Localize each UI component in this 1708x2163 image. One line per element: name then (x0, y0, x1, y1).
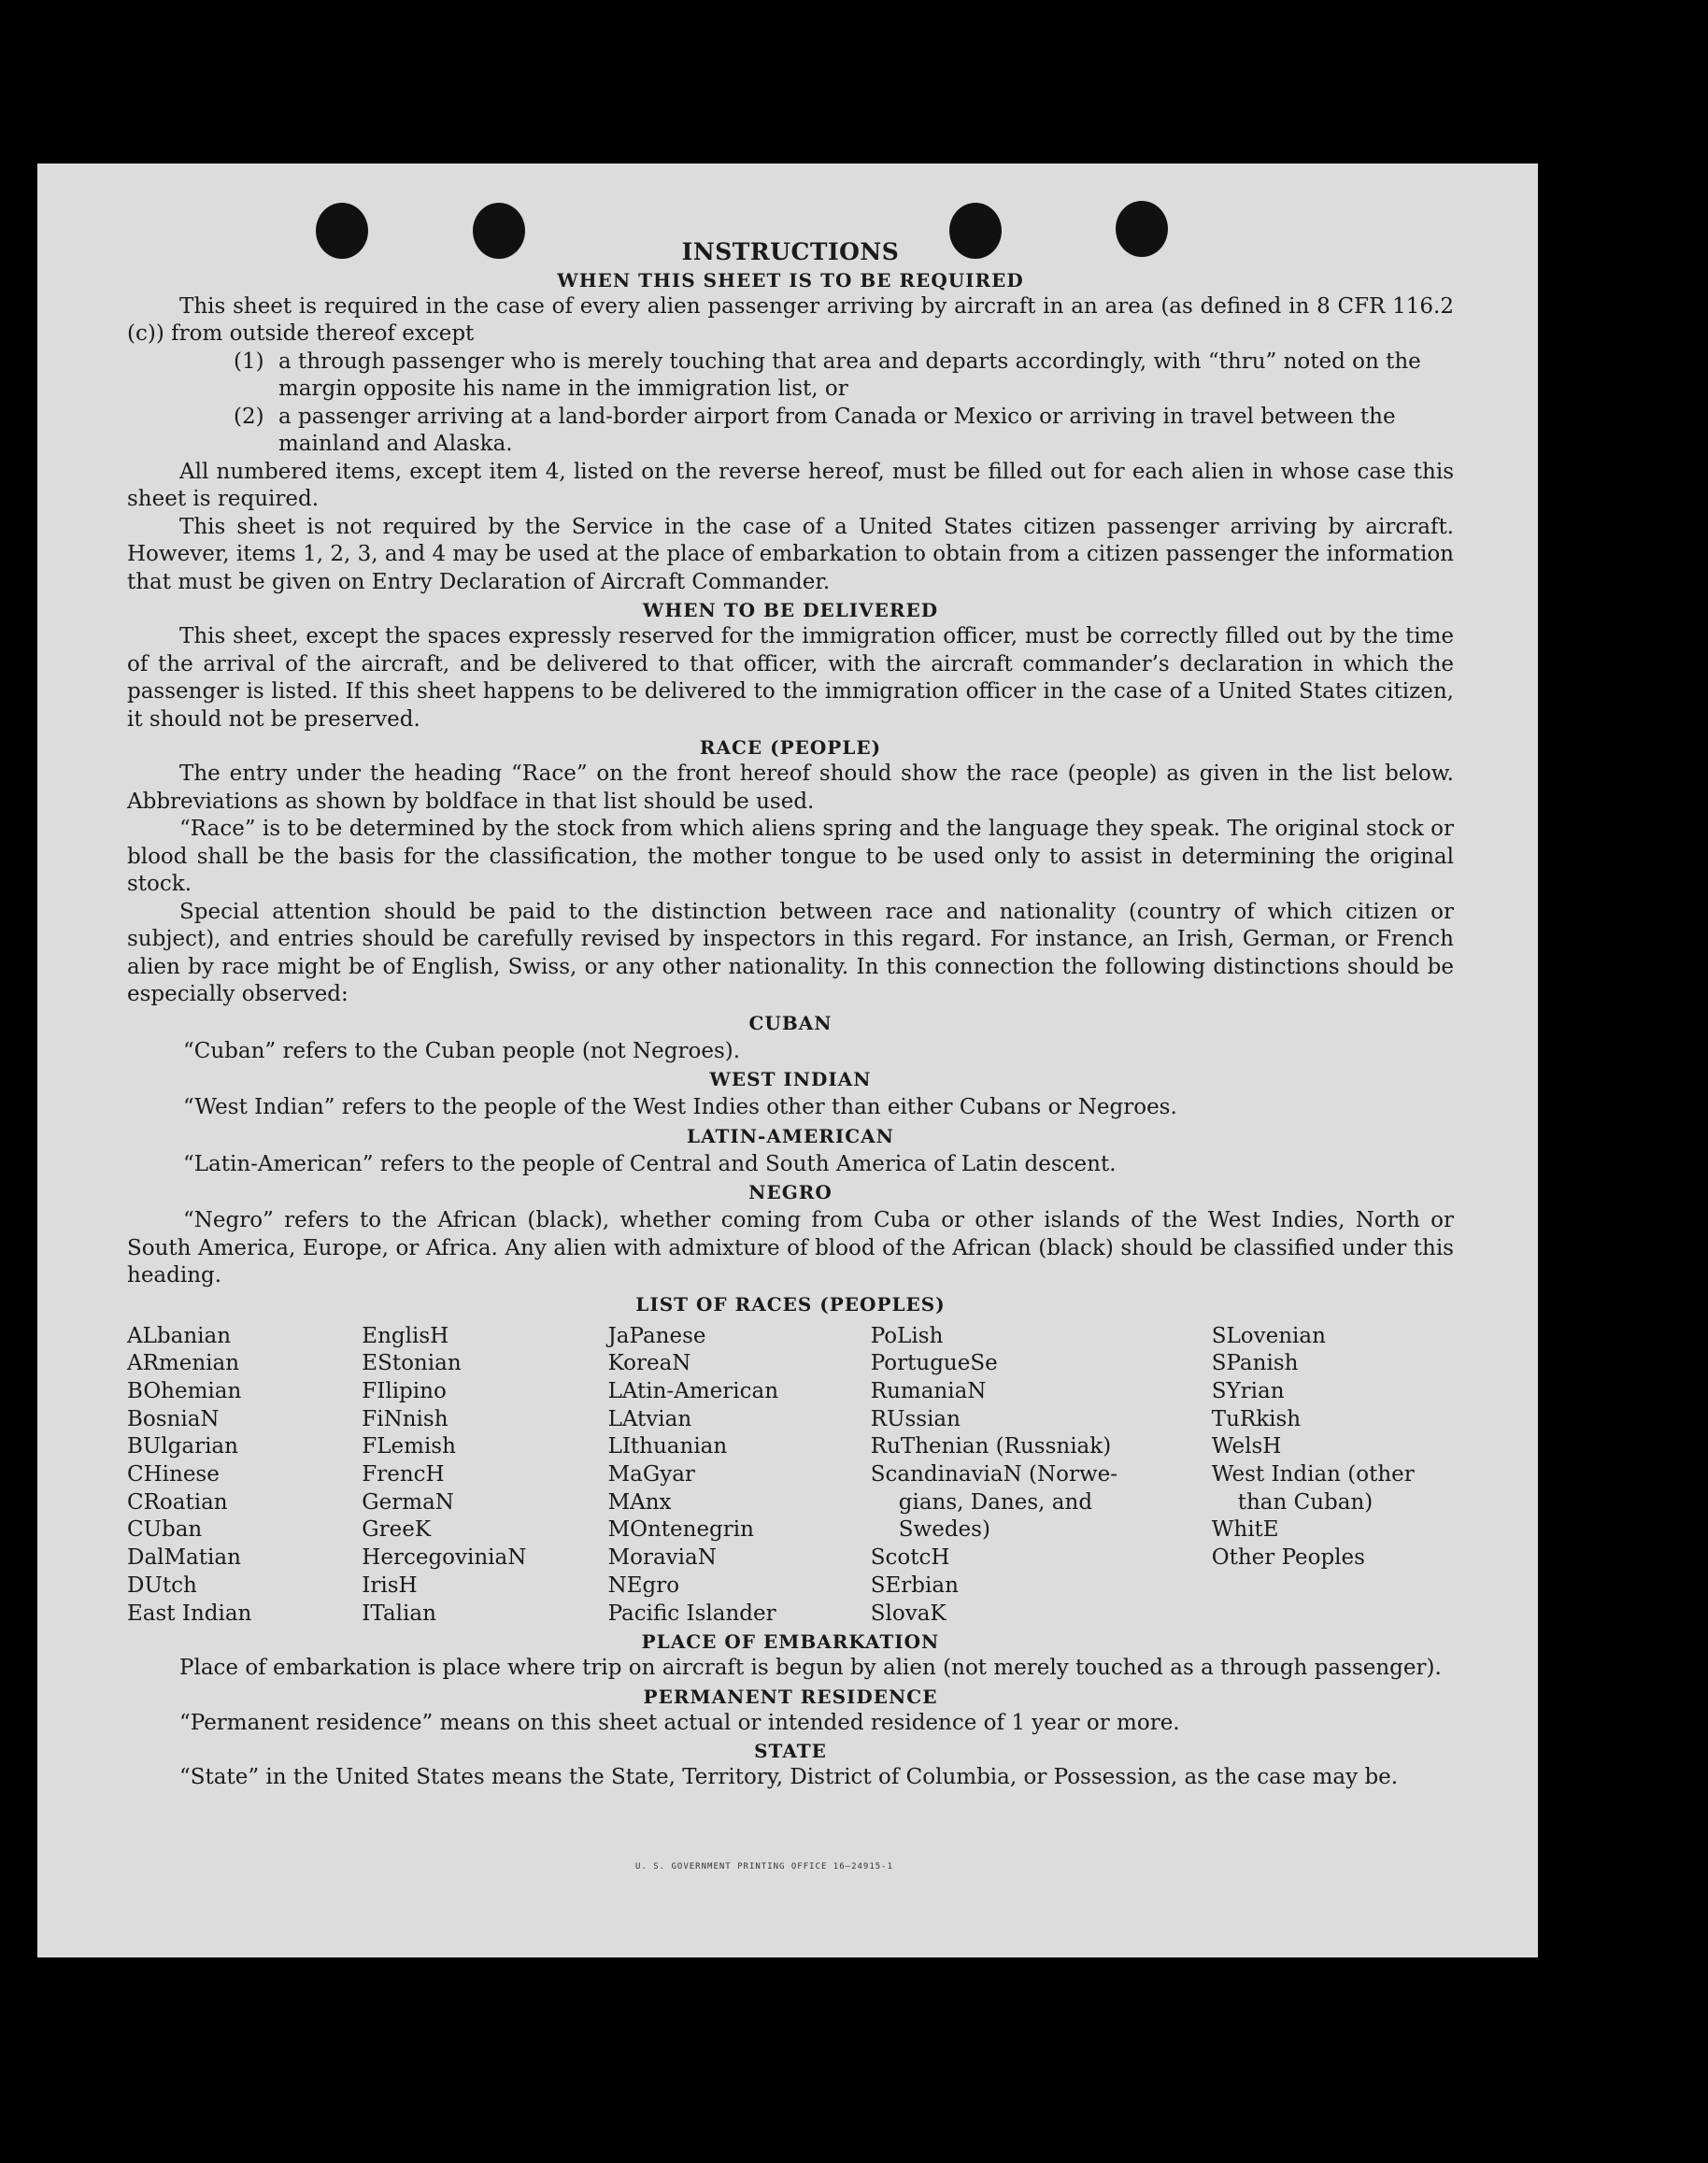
heading-latin-american: LATIN-AMERICAN (687, 1124, 894, 1147)
race-item: IrisH (362, 1572, 418, 1598)
race-item: WelsH (1211, 1434, 1282, 1459)
item-number: (2) (234, 404, 264, 429)
race-item: West Indian (other (1211, 1462, 1415, 1487)
race-item: BOhemian (127, 1378, 242, 1403)
race-item: RUssian (870, 1406, 961, 1431)
race-item: JaPanese (607, 1323, 706, 1348)
race-item: DUtch (127, 1572, 197, 1598)
race-item: PoLish (870, 1323, 944, 1348)
race-item: FIlipino (362, 1378, 447, 1403)
race-item: WhitE (1211, 1517, 1279, 1543)
races-column-5 (1212, 1323, 1454, 1629)
heading-permanent-residence: PERMANENT RESIDENCE (643, 1685, 938, 1708)
races-column-4 (871, 1323, 1212, 1629)
race-item: GreeK (362, 1517, 432, 1543)
paragraph-west-indian: “West Indian” refers to the people of the West Indies other than either Cubans or Negroes. (183, 1095, 1177, 1119)
race-item: LIthuanian (607, 1434, 728, 1459)
exception-item-1 (234, 349, 1454, 404)
page-title: INSTRUCTIONS (681, 238, 900, 265)
heading-state: STATE (754, 1740, 827, 1763)
race-item: FiNnish (362, 1406, 448, 1431)
heading-when-required: WHEN THIS SHEET IS TO BE REQUIRED (557, 268, 1024, 292)
race-item: ScandinaviaN (Norwe- (870, 1462, 1118, 1487)
race-item: SYrian (1211, 1378, 1285, 1403)
race-item: GermaN (362, 1489, 454, 1515)
races-column-1 (127, 1323, 362, 1629)
race-item: MaGyar (607, 1462, 695, 1487)
heading-place-of-embarkation: PLACE OF EMBARKATION (641, 1630, 940, 1654)
race-item: ARmenian (127, 1351, 240, 1376)
race-item: HercegoviniaN (362, 1545, 527, 1571)
heading-when-delivered: WHEN TO BE DELIVERED (642, 599, 939, 621)
race-item: FLemish (362, 1434, 456, 1459)
race-item: LAtin-American (607, 1378, 779, 1403)
race-item: FrencH (362, 1462, 445, 1487)
heading-west-indian: WEST INDIAN (709, 1068, 872, 1090)
paragraph-delivered: This sheet, except the spaces expressly reserved for the immigration officer, must be correctly filled out by the time of the arrival of the aircraft, and be delivered to that officer, with the aircraft commander’s declaration in which the passenger is listed. If this sheet happens to be delivered to the immigration officer in the case of a United States citizen, it should not be preserved. (127, 624, 1454, 732)
race-item: ScotcH (870, 1545, 950, 1571)
race-item: RuThenian (Russniak) (870, 1434, 1112, 1459)
paragraph-negro: “Negro” refers to the African (black), whether coming from Cuba or other islands of the West Indies, North or South America, Europe, or Africa. Any alien with admixture of blood of the African (black) should be classified under this heading. (127, 1208, 1454, 1288)
paragraph-race-2: “Race” is to be determined by the stock from which aliens spring and the language they speak. The original stock or blood shall be the basis for the classification, the mother tongue to be used only to assist in determining the original stock. (127, 817, 1454, 896)
race-item: NEgro (607, 1572, 680, 1598)
paragraph-required: This sheet is required in the case of every alien passenger arriving by aircraft in an area (as defined in 8 CFR 116.2 (c)) from outside thereof except (127, 293, 1454, 346)
paragraph-residence: “Permanent residence” means on this sheet actual or intended residence of 1 year or more. (179, 1710, 1180, 1735)
race-item: CHinese (127, 1462, 220, 1487)
race-item: PortugueSe (870, 1351, 998, 1376)
race-item: EnglisH (362, 1323, 449, 1348)
race-item: SlovaK (870, 1601, 947, 1626)
race-item: TuRkish (1211, 1406, 1302, 1431)
paragraph-race-1: The entry under the heading “Race” on the front hereof should show the race (people) as given in the list below. Abbreviations as shown by boldface in that list should be used. (127, 761, 1454, 814)
races-column-2 (362, 1323, 607, 1629)
race-item: BUlgarian (127, 1434, 238, 1459)
race-item: LAtvian (607, 1406, 692, 1431)
race-item: gians, Danes, and (898, 1489, 1093, 1515)
paragraph-numbered-items: All numbered items, except item 4, listed on the reverse hereof, must be filled out for each alien in whose case this sheet is required. (127, 459, 1454, 511)
heading-cuban: CUBAN (748, 1011, 833, 1034)
exception-item-2 (234, 404, 1454, 459)
printer-imprint: U. S. GOVERNMENT PRINTING OFFICE 16—24915-1 (635, 1862, 893, 1871)
race-item: MAnx (607, 1489, 672, 1515)
race-item: CUban (127, 1517, 203, 1543)
instructions-body (127, 238, 1454, 1792)
race-item: DalMatian (127, 1545, 241, 1571)
paragraph-state: “State” in the United States means the State, Territory, District of Columbia, or Possession, as the case may be. (179, 1765, 1399, 1790)
heading-negro: NEGRO (748, 1181, 833, 1203)
races-list (127, 1323, 1454, 1629)
document-sheet (37, 164, 1538, 1957)
race-item: Pacific Islander (607, 1601, 776, 1626)
races-column-3 (608, 1323, 871, 1629)
race-item: Other Peoples (1211, 1545, 1365, 1571)
race-item: ITalian (362, 1601, 436, 1626)
race-item: SLovenian (1211, 1323, 1326, 1348)
paragraph-embarkation: Place of embarkation is place where trip on aircraft is begun by alien (not merely touched as a through passenger). (179, 1656, 1442, 1681)
race-item: SErbian (870, 1572, 959, 1598)
race-item: MOntenegrin (607, 1517, 754, 1543)
paragraph-citizen: This sheet is not required by the Service in the case of a United States citizen passenger arriving by aircraft. However, items 1, 2, 3, and 4 may be used at the place of embarkation to obtain from a citizen passenger the information that must be given on Entry Declaration of Aircraft Commander. (127, 514, 1454, 594)
race-item: ALbanian (127, 1323, 232, 1348)
paragraph-cuban: “Cuban” refers to the Cuban people (not Negroes). (183, 1038, 741, 1063)
race-item: than Cuban) (1237, 1489, 1374, 1515)
race-item: SPanish (1211, 1351, 1299, 1376)
paragraph-latin-american: “Latin-American” refers to the people of Central and South America of Latin descent. (183, 1151, 1117, 1176)
item-text: a passenger arriving at a land-border airport from Canada or Mexico or arriving in travel between the mainland and Alaska. (278, 404, 1396, 456)
race-item: BosniaN (127, 1406, 220, 1431)
race-item: Swedes) (898, 1517, 990, 1543)
item-number: (1) (234, 349, 264, 374)
heading-race: RACE (PEOPLE) (699, 736, 882, 759)
paragraph-race-3: Special attention should be paid to the distinction between race and nationality (country of which citizen or subject), and entries should be carefully revised by inspectors in this regard. For instance, an Irish, German, or French alien by race might be of English, Swiss, or any other nationality. In this connection the following distinctions should be especially observed: (127, 899, 1454, 1006)
race-item: KoreaN (607, 1351, 691, 1376)
race-item: MoraviaN (607, 1545, 717, 1571)
race-item: CRoatian (127, 1489, 228, 1515)
heading-list-of-races: LIST OF RACES (PEOPLES) (635, 1292, 946, 1316)
item-text: a through passenger who is merely touching that area and departs accordingly, with “thru” noted on the margin opposite his name in the immigration list, or (278, 349, 1421, 401)
race-item: East Indian (127, 1601, 252, 1626)
race-item: EStonian (362, 1351, 462, 1376)
race-item: RumaniaN (870, 1378, 987, 1403)
